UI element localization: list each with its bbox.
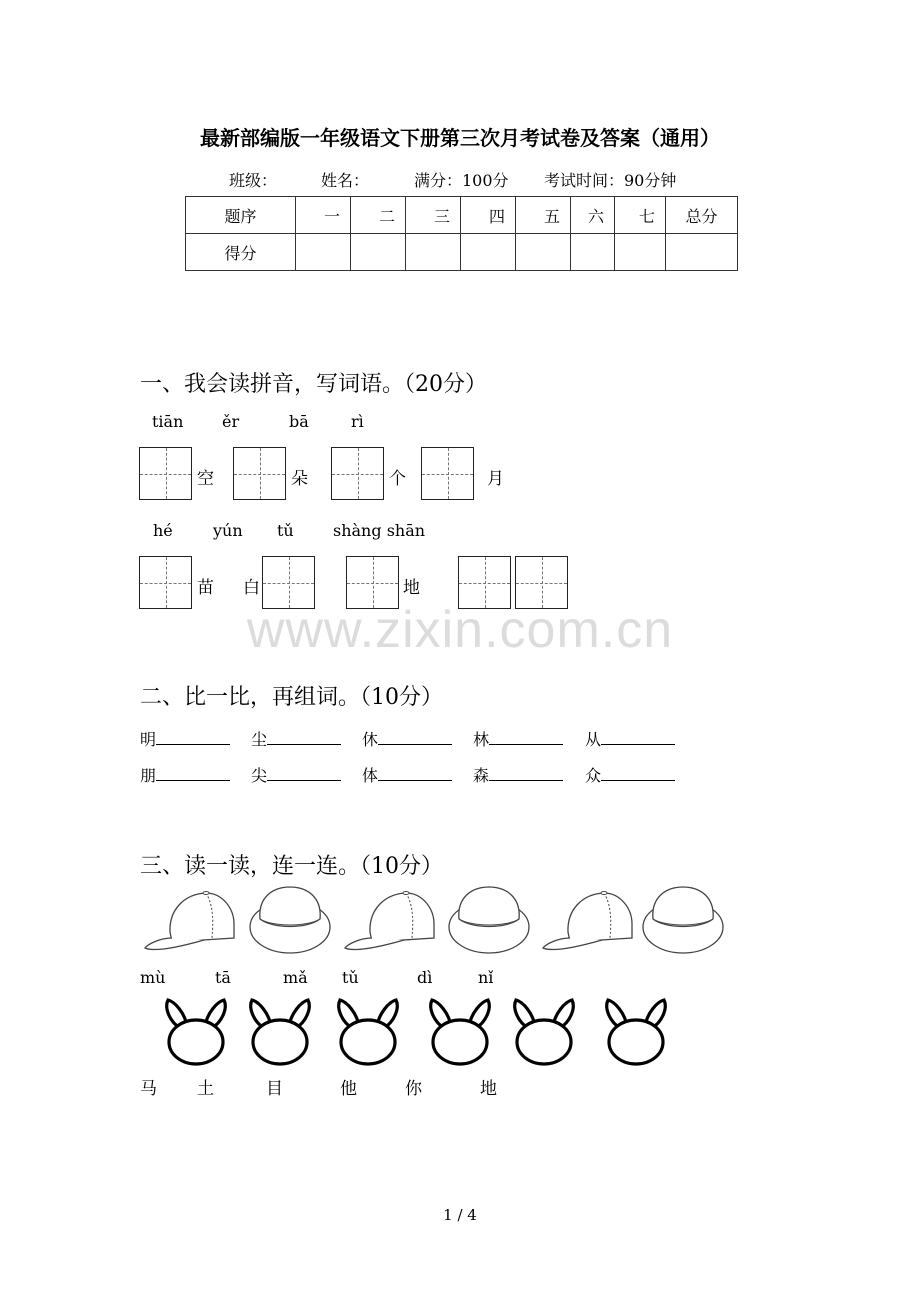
- score-row-label: 得分: [186, 234, 296, 271]
- pinyin: shàng shān: [333, 521, 426, 540]
- score-table: [185, 196, 738, 271]
- word-char: 众: [585, 766, 602, 785]
- section1-heading: 一、我会读拼音，写词语。（20分）: [140, 372, 487, 397]
- word-item: [473, 763, 563, 786]
- answer-blank[interactable]: [267, 766, 341, 781]
- answer-blank[interactable]: [378, 766, 452, 781]
- full-score-label: 满分：100分: [414, 171, 509, 190]
- pinyin: rì: [351, 412, 364, 431]
- score-header-cell: 二: [351, 197, 406, 234]
- word-char: 森: [473, 766, 490, 785]
- rabbit-image[interactable]: [426, 998, 494, 1068]
- name-label: 姓名：: [321, 171, 370, 190]
- given-character: 地: [403, 578, 420, 598]
- word-item: [362, 763, 452, 786]
- pinyin: bā: [289, 412, 309, 431]
- given-character: 白: [243, 578, 260, 598]
- score-header-cell: 五: [516, 197, 571, 234]
- pinyin: hé: [153, 521, 173, 540]
- hat-image[interactable]: [640, 883, 726, 959]
- match-character: 地: [480, 1079, 497, 1099]
- pinyin: dì: [417, 968, 433, 987]
- word-item: [473, 727, 563, 750]
- match-character: 目: [266, 1079, 283, 1099]
- pinyin: tǔ: [277, 521, 294, 540]
- pinyin: mù: [140, 968, 166, 987]
- page-title: 最新部编版一年级语文下册第三次月考试卷及答案（通用）: [200, 126, 720, 150]
- word-char: 林: [473, 730, 490, 749]
- score-input-cell[interactable]: [516, 234, 571, 271]
- score-input-cell[interactable]: [615, 234, 666, 271]
- answer-blank[interactable]: [156, 730, 230, 745]
- answer-blank[interactable]: [378, 730, 452, 745]
- word-item: [140, 763, 230, 786]
- pinyin: tā: [215, 968, 231, 987]
- score-table-score-row: [186, 234, 738, 271]
- given-character: 个: [389, 469, 406, 489]
- match-character: 土: [197, 1079, 214, 1099]
- word-item: [251, 763, 341, 786]
- word-char: 尖: [251, 766, 268, 785]
- section2-heading: 二、比一比，再组词。（10分）: [140, 685, 443, 710]
- rabbit-image[interactable]: [162, 998, 230, 1068]
- answer-blank[interactable]: [601, 730, 675, 745]
- given-character: 空: [197, 469, 214, 489]
- given-character: 朵: [291, 469, 308, 489]
- exam-time-label: 考试时间：90分钟: [544, 171, 677, 190]
- watermark: www.zixin.com.cn: [246, 601, 674, 659]
- hat-image[interactable]: [247, 883, 333, 959]
- score-input-cell[interactable]: [351, 234, 406, 271]
- writing-grid-box[interactable]: [331, 447, 384, 500]
- pinyin: tiān: [152, 412, 184, 431]
- match-character: 他: [340, 1079, 357, 1099]
- pinyin: nǐ: [478, 968, 494, 987]
- word-item: [251, 727, 341, 750]
- word-char: 从: [585, 730, 602, 749]
- writing-grid-box[interactable]: [139, 447, 192, 500]
- answer-blank[interactable]: [489, 730, 563, 745]
- score-header-cell: 四: [461, 197, 516, 234]
- score-header-cell: 三: [406, 197, 461, 234]
- pinyin: yún: [213, 521, 243, 540]
- score-input-cell[interactable]: [406, 234, 461, 271]
- rabbit-image[interactable]: [510, 998, 578, 1068]
- writing-grid-box[interactable]: [233, 447, 286, 500]
- score-input-cell[interactable]: [461, 234, 516, 271]
- word-item: [585, 763, 675, 786]
- answer-blank[interactable]: [156, 766, 230, 781]
- word-item: [585, 727, 675, 750]
- word-item: [140, 727, 230, 750]
- match-character: 你: [405, 1079, 422, 1099]
- score-header-cell: 题序: [186, 197, 296, 234]
- pinyin: ěr: [222, 412, 240, 431]
- match-character: 马: [140, 1079, 157, 1099]
- writing-grid-box[interactable]: [421, 447, 474, 500]
- score-header-cell: 六: [571, 197, 615, 234]
- word-char: 明: [140, 730, 157, 749]
- answer-blank[interactable]: [489, 766, 563, 781]
- cap-image[interactable]: [342, 888, 438, 958]
- score-table-header-row: [186, 197, 738, 234]
- page-number: 1 / 4: [443, 1206, 477, 1224]
- word-char: 尘: [251, 730, 268, 749]
- score-header-cell: 七: [615, 197, 666, 234]
- answer-blank[interactable]: [267, 730, 341, 745]
- given-character: 苗: [197, 578, 214, 598]
- word-char: 体: [362, 766, 379, 785]
- class-label: 班级：: [229, 171, 278, 190]
- given-character: 月: [487, 469, 504, 489]
- score-header-cell: 一: [296, 197, 351, 234]
- cap-image[interactable]: [540, 888, 636, 958]
- rabbit-image[interactable]: [602, 998, 670, 1068]
- section3-heading: 三、读一读，连一连。（10分）: [140, 854, 443, 879]
- hat-image[interactable]: [446, 883, 532, 959]
- score-header-cell: 总分: [666, 197, 738, 234]
- word-char: 朋: [140, 766, 157, 785]
- word-char: 休: [362, 730, 379, 749]
- score-input-cell[interactable]: [571, 234, 615, 271]
- score-input-cell[interactable]: [296, 234, 351, 271]
- rabbit-image[interactable]: [246, 998, 314, 1068]
- pinyin: mǎ: [283, 968, 308, 987]
- rabbit-image[interactable]: [334, 998, 402, 1068]
- cap-image[interactable]: [142, 888, 238, 958]
- word-item: [362, 727, 452, 750]
- score-input-cell[interactable]: [666, 234, 738, 271]
- pinyin: tǔ: [342, 968, 359, 987]
- answer-blank[interactable]: [601, 766, 675, 781]
